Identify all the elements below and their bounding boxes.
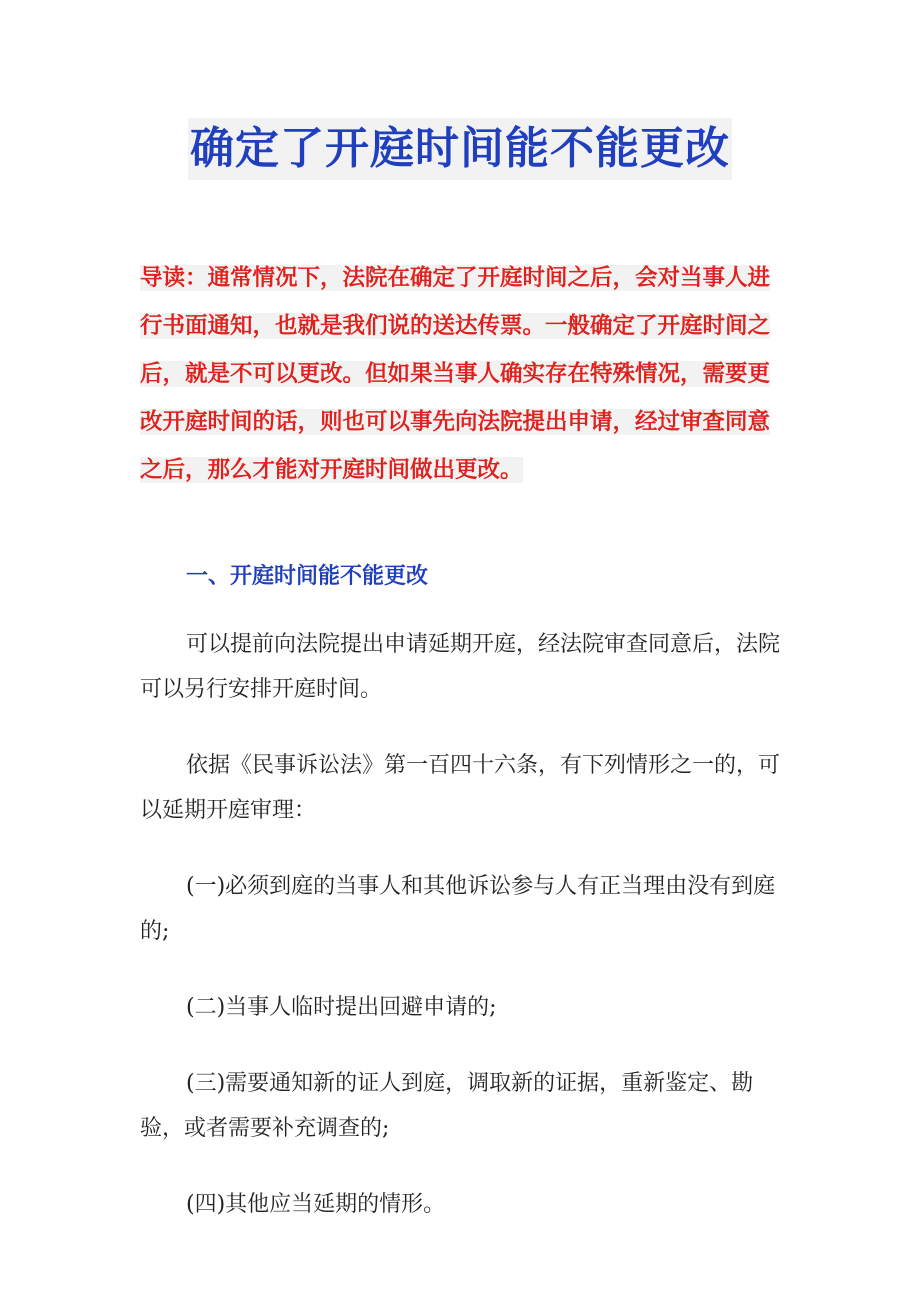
paragraph: (一)必须到庭的当事人和其他诉讼参与人有正当理由没有到庭的; (140, 874, 776, 944)
title-container (0, 118, 920, 180)
section-heading: 一、开庭时间能不能更改 (186, 564, 429, 589)
document-body (140, 622, 784, 1258)
paragraph: 依据《民事诉讼法》第一百四十六条，有下列情形之一的，可以延期开庭审理： (140, 753, 781, 823)
paragraph: (三)需要通知新的证人到庭，调取新的证据，重新鉴定、勘验，或者需要补充调查的; (140, 1071, 754, 1141)
paragraph: (二)当事人临时提出回避申请的; (186, 995, 497, 1020)
intro-summary (140, 254, 784, 494)
paragraph: 可以提前向法院提出申请延期开庭，经法院审查同意后，法院可以另行安排开庭时间。 (140, 632, 781, 702)
intro-text: 导读：通常情况下，法院在确定了开庭时间之后，会对当事人进行书面通知，也就是我们说的送达传票。一般确定了开庭时间之后，就是不可以更改。但如果当事人确实存在特殊情况，需要更改开庭时间的话，则也可以事先向法院提出申请，经过审查同意之后，那么才能对开庭时间做出更改。 (140, 265, 771, 483)
paragraph: (四)其他应当延期的情形。 (186, 1192, 446, 1217)
document-title: 确定了开庭时间能不能更改 (188, 118, 732, 180)
